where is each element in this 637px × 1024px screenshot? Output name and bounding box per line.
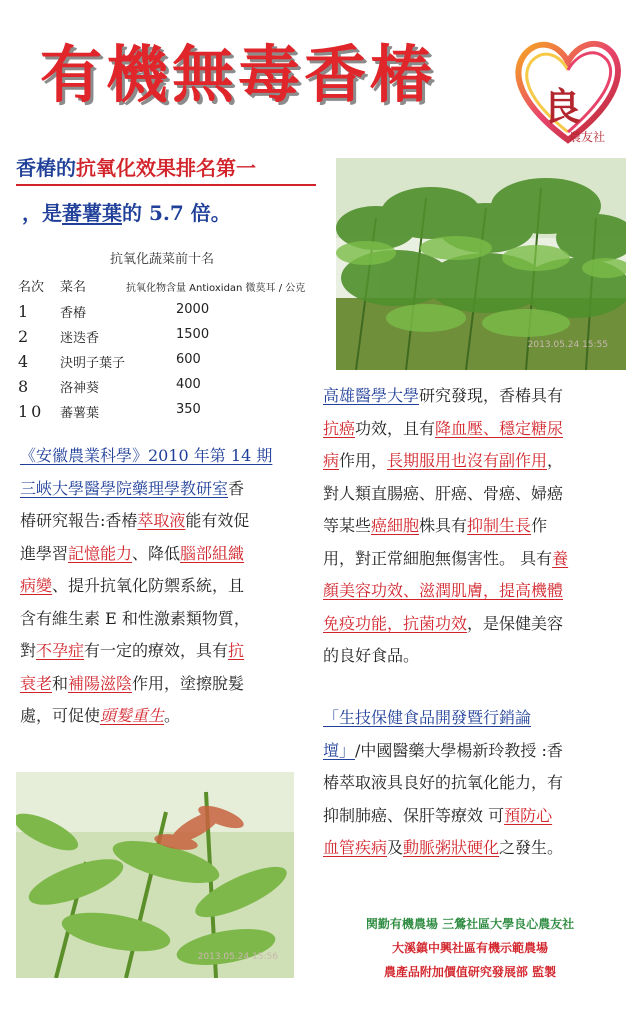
photo-timestamp: 2013.05.24 15:55 (527, 340, 608, 350)
table-row (18, 352, 318, 377)
value-cell: 400 (176, 377, 201, 392)
event-name: 壇」 (323, 740, 356, 760)
body-text: 對 (20, 641, 37, 660)
vegetable-cell: 蕃薯葉 (60, 406, 100, 421)
credits-footer (320, 912, 620, 984)
value-cell: 1500 (176, 327, 210, 342)
text-line (323, 608, 623, 641)
body-text: 有一定的療效，具有 (84, 641, 229, 660)
highlight: 頭髮重生 (100, 706, 165, 725)
text-line (323, 640, 623, 673)
body-text: 。 (164, 706, 181, 725)
headline-text: 香椿的 (16, 156, 76, 180)
rank-cell: 8 (18, 377, 32, 396)
logo-character: 良 (543, 84, 582, 129)
table-row (18, 377, 318, 402)
text-line (20, 538, 320, 571)
body-text: 處，可促使 (20, 706, 101, 725)
column-header: 抗氧化物含量 Antioxidan 微莫耳 / 公克 (126, 283, 306, 294)
headline-text: 的 5.7 倍。 (122, 201, 231, 225)
body-text: ， (547, 451, 564, 470)
body-text: 功效，且有 (355, 418, 436, 438)
highlight: 長期服用也沒有副作用 (387, 451, 548, 470)
symposium-paragraph (323, 702, 623, 865)
heart-logo (507, 32, 629, 150)
poster-title-text: 有機無毒香椿 (40, 38, 437, 111)
vegetable-cell: 迷迭香 (60, 331, 100, 346)
body-text: 作 (531, 516, 548, 535)
rank-cell: 10 (18, 402, 45, 421)
body-text: 椿研究報告:香椿 (20, 511, 138, 530)
table-header-row (18, 276, 318, 302)
highlight: 免疫功能，抗菌功效 (323, 613, 468, 633)
text-line (323, 413, 623, 446)
body-text: 之發生。 (499, 838, 564, 857)
body-text: 椿萃取液具良好的抗氧化能力，有 (323, 773, 564, 792)
text-line (20, 473, 320, 506)
text-line (323, 800, 623, 833)
text-line (20, 700, 320, 733)
text-line (323, 478, 623, 511)
body-text: /中國醫藥大學楊新玲教授 :香 (355, 740, 563, 760)
citation: 《安徽農業科學》2010 年第 14 期 (20, 446, 273, 465)
text-line (323, 735, 623, 768)
vegetable-cell: 決明子葉子 (60, 356, 126, 371)
body-text: 對人類直腸癌、肝癌、骨癌、婦癌 (323, 483, 564, 503)
highlight: 腦部組織 (180, 543, 245, 563)
credit-line: 大溪鎮中興社區有機示範農場 (391, 941, 548, 955)
body-text: 含有維生素 E 和性激素類物質， (20, 608, 250, 628)
antioxidant-table (18, 276, 318, 427)
highlight: 病變 (20, 576, 53, 595)
highlight: 病 (323, 451, 340, 470)
toon-tree-photo (336, 158, 626, 370)
table-row (18, 402, 318, 427)
credit-line: 農產品附加價值研究發展部 監製 (383, 965, 557, 979)
body-text: 株具有 (419, 516, 468, 535)
credit-line: 関勤有機農場 三鶯社區大學良心農友社 (365, 917, 575, 931)
body-text: 及 (387, 838, 404, 857)
highlight: 癌細胞 (371, 516, 420, 535)
highlight: 抑制生長 (467, 516, 532, 535)
body-text: 、提升抗氧化防禦系統，且 (52, 576, 245, 595)
highlight: 預防心 (504, 805, 553, 825)
value-cell: 350 (176, 402, 201, 417)
text-line (323, 575, 623, 608)
column-header: 名次 (18, 280, 45, 295)
body-text: 和 (52, 673, 69, 693)
institution: 三峽大學醫學院藥理學教研室 (20, 478, 229, 498)
value-cell: 600 (176, 352, 201, 367)
body-text: 研究發現，香椿具有 (419, 386, 564, 405)
rank-cell: 2 (18, 327, 32, 346)
text-line (20, 440, 320, 473)
value-cell: 2000 (176, 302, 210, 317)
table-row (18, 327, 318, 352)
body-text: 用，對正常細胞無傷害性。 具有 (323, 548, 553, 568)
body-text: ，是保健美容 (467, 613, 564, 633)
vegetable-cell: 洛神葵 (60, 381, 100, 396)
highlight: 養 (552, 548, 569, 568)
table-row (18, 302, 318, 327)
highlight: 抗 (228, 641, 245, 660)
text-line (323, 702, 623, 735)
headline-line-1 (16, 152, 316, 186)
rank-cell: 1 (18, 302, 32, 321)
body-text: 能有效促 (185, 511, 250, 530)
headline-highlight: 抗氧化效果排名第一 (76, 156, 256, 180)
photo-timestamp: 2013.05.24 15:56 (197, 952, 278, 962)
highlight: 顏美容功效、滋潤肌膚，提高機體 (323, 581, 564, 600)
body-text: 進學習 (20, 543, 69, 563)
headline-text: ，是 (22, 201, 62, 225)
highlight: 衰老 (20, 673, 53, 693)
highlight: 記憶能力 (68, 543, 133, 563)
logo-subtitle: 農友社 (569, 130, 606, 144)
text-line (20, 635, 320, 668)
text-line (20, 668, 320, 701)
toon-shoots-photo (16, 772, 294, 978)
body-text: 作用，塗擦脫髮 (132, 673, 245, 693)
highlight: 降血壓、穩定糖尿 (435, 418, 564, 438)
highlight: 血管疾病 (323, 838, 388, 857)
highlight: 抗癌 (323, 418, 356, 438)
institution: 高雄醫學大學 (323, 386, 420, 405)
highlight: 動脈粥狀硬化 (403, 838, 500, 857)
vegetable-cell: 香椿 (60, 306, 87, 321)
kaohsiung-study-paragraph (323, 380, 623, 673)
body-text: 抑制肺癌、保肝等療效 可 (323, 805, 505, 825)
text-line (323, 767, 623, 800)
anhui-study-paragraph (20, 440, 320, 733)
rank-cell: 4 (18, 352, 32, 371)
body-text: 、降低 (132, 543, 181, 563)
headline-line-2 (22, 196, 322, 230)
body-text: 香 (228, 478, 245, 498)
column-header: 菜名 (60, 280, 87, 295)
text-line (323, 543, 623, 576)
body-text: 的良好食品。 (323, 646, 420, 665)
text-line (323, 445, 623, 478)
text-line (323, 510, 623, 543)
body-text: 作用， (339, 451, 388, 470)
table-title: 抗氧化蔬菜前十名 (110, 252, 215, 267)
event-name: 「生技保健食品開發暨行銷論 (323, 708, 532, 727)
body-text: 等某些 (323, 516, 372, 535)
text-line (323, 380, 623, 413)
headline-keyword: 蕃薯葉 (62, 201, 122, 225)
text-line (20, 570, 320, 603)
text-line (323, 832, 623, 865)
highlight: 不孕症 (36, 641, 85, 660)
text-line (20, 505, 320, 538)
text-line (20, 603, 320, 636)
highlight: 萃取液 (137, 511, 186, 530)
poster-title (40, 30, 510, 120)
highlight: 補陽滋陰 (68, 673, 133, 693)
